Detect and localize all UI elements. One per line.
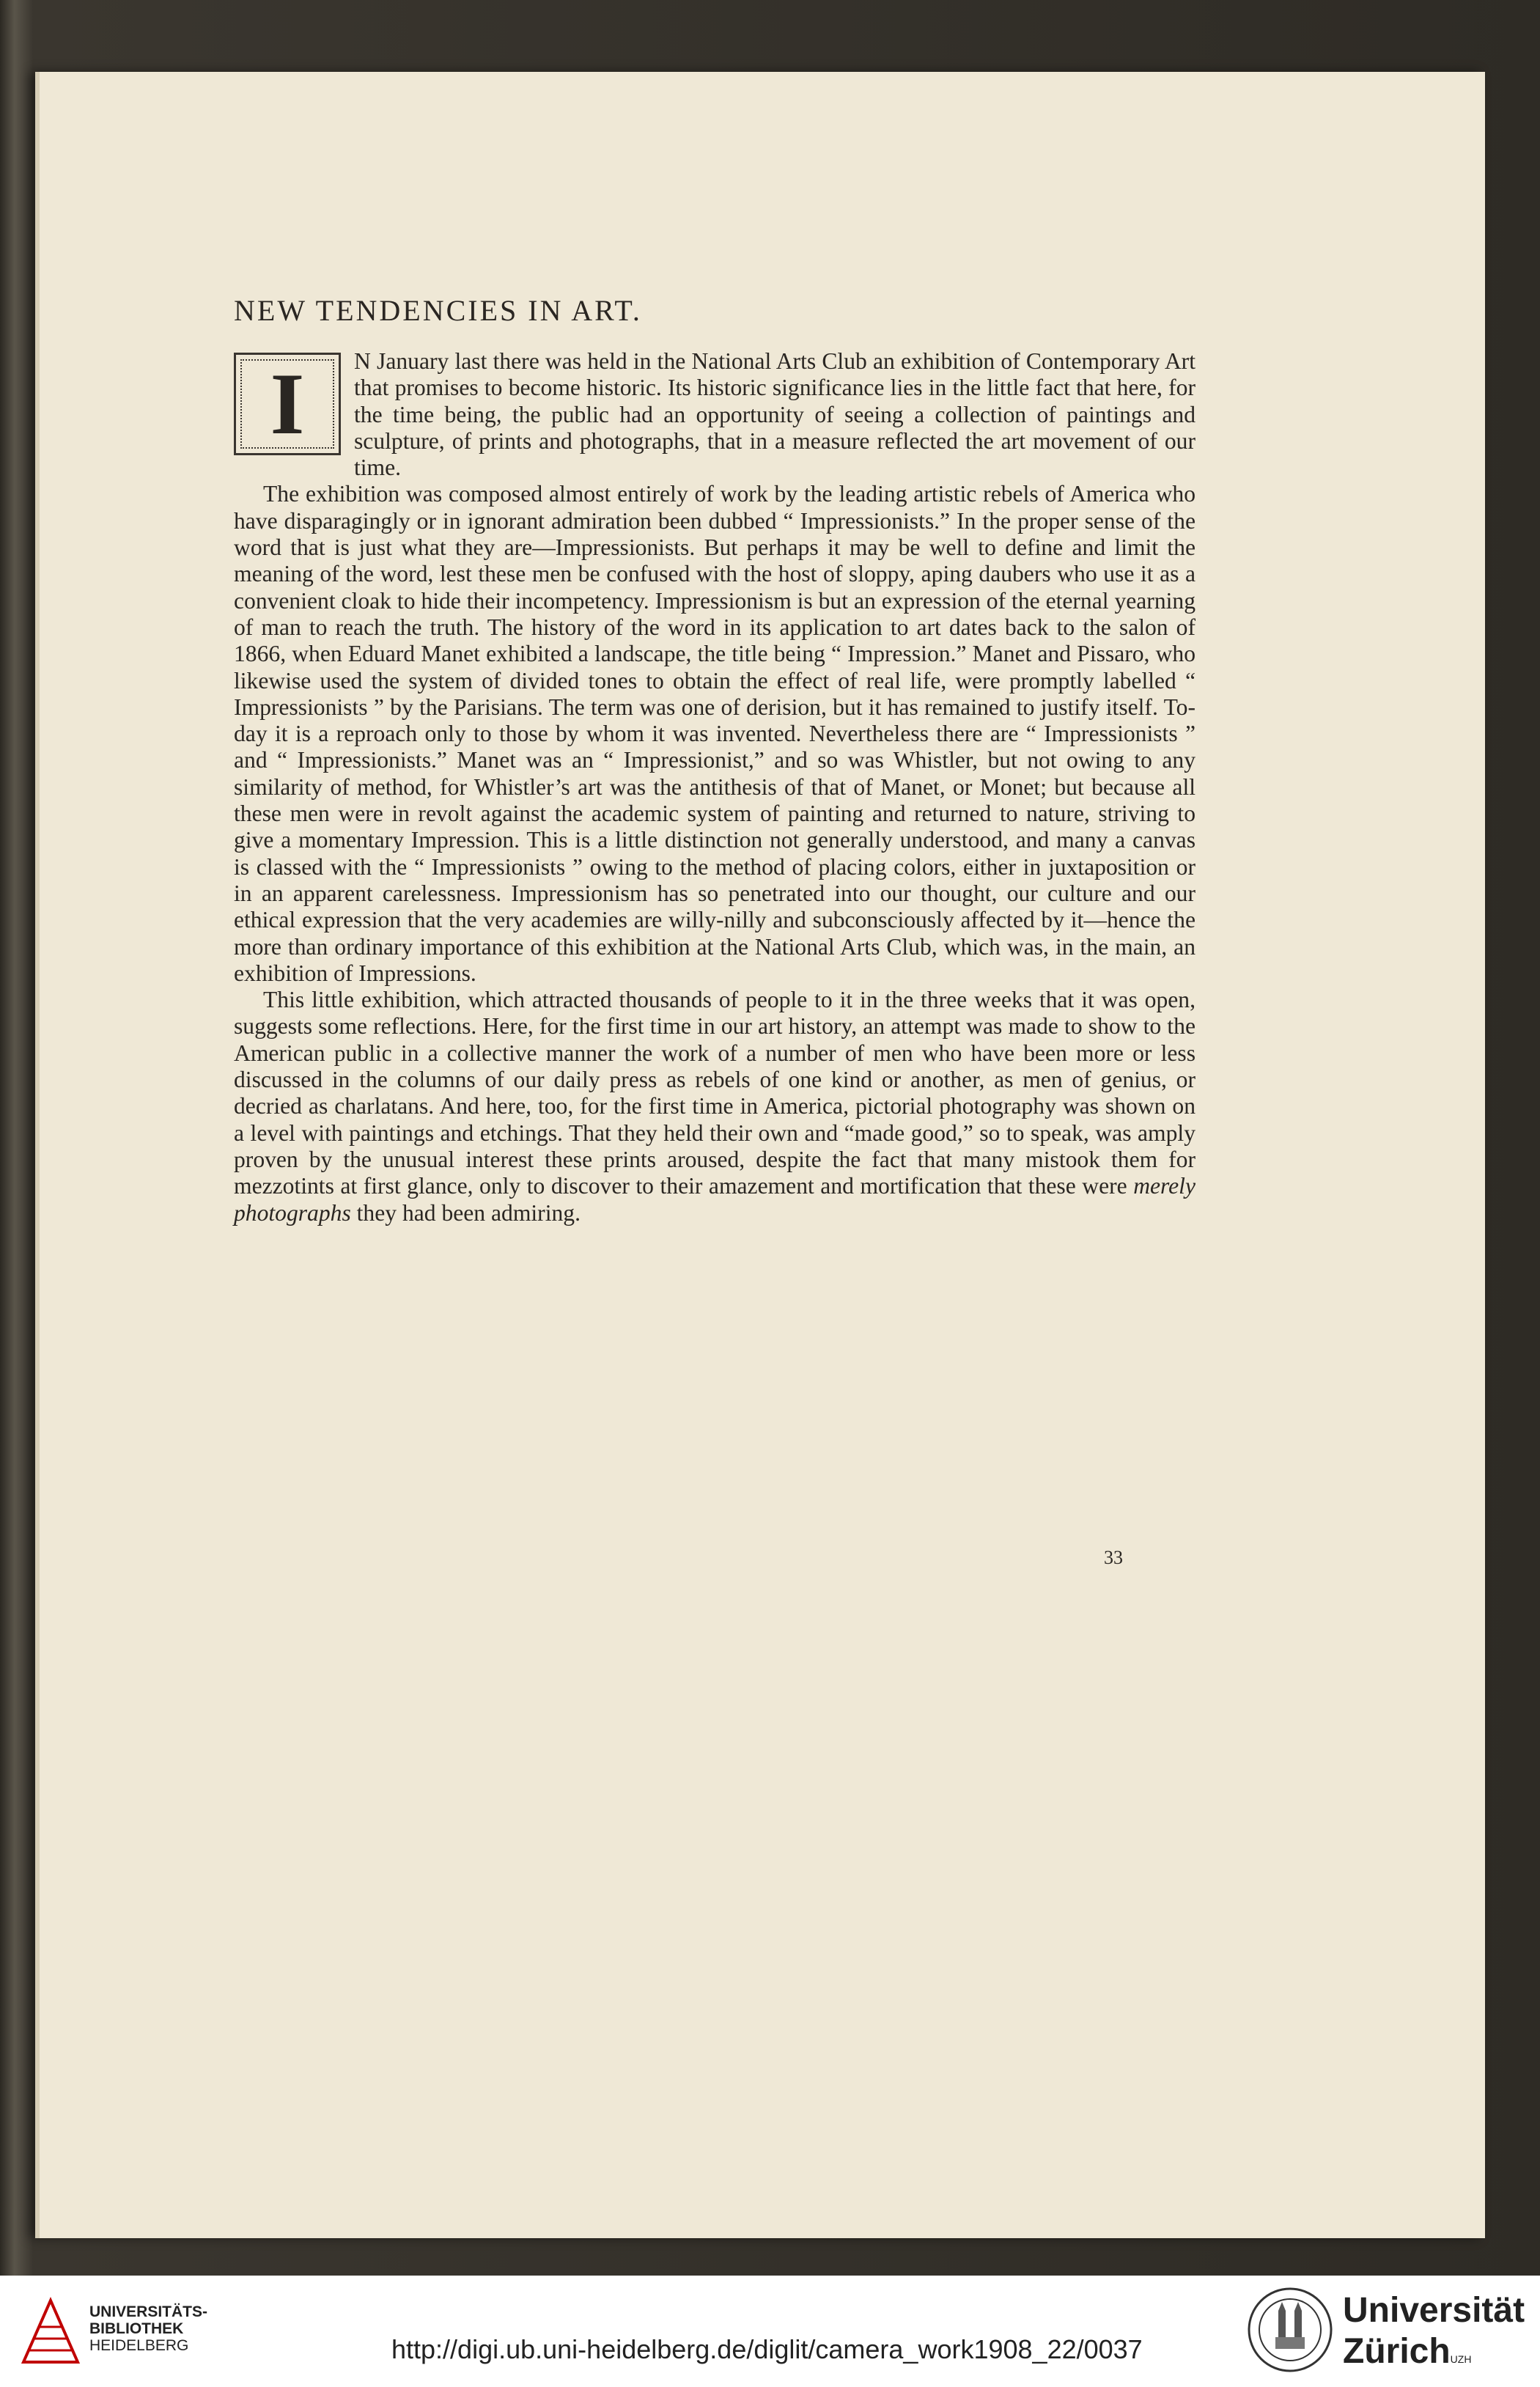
university-seal-icon <box>1246 2286 1334 2374</box>
paragraph-1: I N January last there was held in the National Arts Club an exhibition of Contemporary Art that promises to become historic. Its historic significance lies in the little fact that here, for the time being, the public had an opportunity of seeing a collection of paintings and sculpture, of prints and photographs, that in a measure reflected the art movement of our time. <box>234 348 1195 481</box>
paragraph-2: The exhibition was composed almost entirely of work by the leading artistic rebels of America who have disparagingly or in ignorant admiration been dubbed “ Impressionists.” In the proper sense of the word that is just what they are—Impressionists. But perhaps it may be well to define and limit the meaning of the word, lest these men be confused with the host of sloppy, aping daubers who use it as a convenient cloak to hide their incompetency. Impressionism is but an expression of the eternal yearning of man to reach the truth. The history of the word in its application to art dates back to the salon of 1866, when Eduard Manet exhibited a landscape, the title being “ Impression.” Manet and Pissaro, who likewise used the system of divided tones to obtain the effect of real life, were promptly labelled “ Impressionists ” by the Parisians. The term was one of derision, but it has remained to justify itself. To-day it is a reproach only to those by whom it was invented. Nevertheless there are “ Impressionists ” and “ Impressionists.” Manet was an “ Impressionist,” and so was Whistler, but not owing to any similarity of method, for Whistler’s art was the antithesis of that of Manet, or Monet; but because all these men were in revolt against the academic system of painting and returned to nature, striving to give a momentary Impression. This is a little distinction not generally understood, and many a canvas is classed with the “ Impressionists ” owing to the method of placing colors, either in juxtaposition or in an apparent carelessness. Impressionism has so penetrated into our thought, our culture and our ethical expression that the very academies are willy-nilly and subconsciously affected by it—hence the more than ordinary importance of this exhibition at the National Arts Club, which was, in the main, an exhibition of Impressions. <box>234 481 1195 986</box>
book-page <box>35 72 1485 2238</box>
library-name: UNIVERSITÄTS- BIBLIOTHEK HEIDELBERG <box>89 2303 208 2354</box>
digitization-footer <box>0 2276 1540 2387</box>
heidelberg-library-logo-icon <box>18 2295 84 2368</box>
article-title: NEW TENDENCIES IN ART. <box>234 294 642 327</box>
paragraph-3: This little exhibition, which attracted thousands of people to it in the three weeks that it was open, suggests some reflections. Here, for the first time in our art history, an attempt was made to show to the American public in a collective manner the work of a number of men who have been more or less discussed in the columns of our daily press as rebels of one kind or another, as men of genius, or decried as charlatans. And here, too, for the first time in America, pictorial photography was shown on a level with paintings and etchings. That they held their own and “made good,” so to speak, was amply proven by the unusual interest these prints aroused, despite the fact that many mistook them for mezzotints at first glance, only to discover to their amazement and mortification that these were merely photographs they had been admiring. <box>234 987 1195 1226</box>
page-number: 33 <box>1104 1547 1123 1568</box>
university-name: Universität Zürich$^{UZH}$ <box>1343 2291 1525 2371</box>
source-url-link[interactable]: http://digi.ub.uni-heidelberg.de/diglit/camera_work1908_22/0037 <box>391 2334 1143 2364</box>
ornamental-dropcap: I <box>234 353 341 455</box>
page-content <box>234 293 1195 1226</box>
italic-phrase: merely photographs <box>234 1173 1195 1226</box>
article-body <box>234 348 1195 1226</box>
